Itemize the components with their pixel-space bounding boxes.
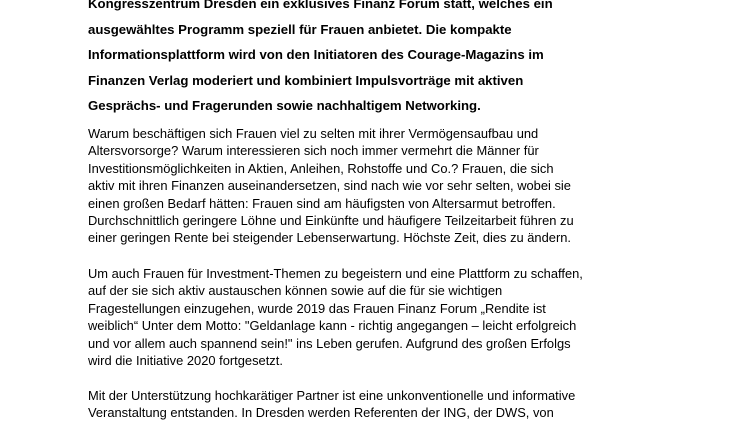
paragraph-line: Veranstaltung entstanden. In Dresden werden Referenten der ING, der DWS, von	[88, 405, 554, 421]
paragraph-line: Um auch Frauen für Investment-Themen zu begeistern und eine Plattform zu schaffen,	[88, 266, 583, 281]
intro-paragraph	[88, 0, 728, 119]
paragraph-line: Investitionsmöglichkeiten in Aktien, Anleihen, Rohstoffe und Co.? Frauen, die sich	[88, 160, 554, 176]
paragraph-line: auf der sie sich aktiv austauschen können sowie auf die für sie wichtigen	[88, 283, 503, 299]
intro-line: Finanzen Verlag moderiert und kombiniert Impulsvorträge mit aktiven	[88, 72, 524, 88]
paragraph-line: weiblich“ Unter dem Motto: "Geldanlage kann - richtig angegangen – leicht erfolgreich	[88, 318, 577, 334]
intro-line: Kongresszentrum Dresden ein exklusives Finanz Forum statt, welches ein	[88, 0, 553, 11]
paragraph-line: einer geringen Rente bei steigender Lebenserwartung. Höchste Zeit, dies zu ändern.	[88, 230, 571, 246]
paragraph-line: Durchschnittlich geringere Löhne und Einkünfte und häufigere Teilzeitarbeit führen zu	[88, 212, 574, 228]
paragraph-line: aktiv mit ihren Finanzen auseinandersetzen, sind nach wie vor sehr selten, wobei sie	[88, 178, 571, 194]
intro-line: Gesprächs- und Fragerunden sowie nachhaltigem Networking.	[88, 98, 481, 113]
paragraph-line: Warum beschäftigen sich Frauen viel zu selten mit ihrer Vermögensaufbau und	[88, 126, 539, 141]
paragraph-line: und vor allem auch spannend sein!" ins Leben gerufen. Aufgrund des großen Erfolgs	[88, 335, 571, 351]
body-paragraph-3	[88, 387, 728, 422]
body-paragraph-1	[88, 125, 728, 247]
body-paragraph-2	[88, 265, 728, 369]
intro-line: ausgewähltes Programm speziell für Frauen anbietet. Die kompakte	[88, 21, 512, 37]
paragraph-line: Mit der Unterstützung hochkarätiger Partner ist eine unkonventionelle und informative	[88, 388, 576, 403]
paragraph-line: Fragestellungen einzugehen, wurde 2019 das Frauen Finanz Forum „Rendite ist	[88, 300, 546, 316]
paragraph-line: einen großen Bedarf hätten: Frauen sind am häufigsten von Altersarmut betroffen.	[88, 195, 556, 211]
paragraph-line: wird die Initiative 2020 fortgesetzt.	[88, 352, 283, 368]
intro-line: Informationsplattform wird von den Initiatoren des Courage-Magazins im	[88, 47, 544, 62]
paragraph-line: Altersvorsorge? Warum interessieren sich noch immer vermehrt die Männer für	[88, 143, 539, 159]
